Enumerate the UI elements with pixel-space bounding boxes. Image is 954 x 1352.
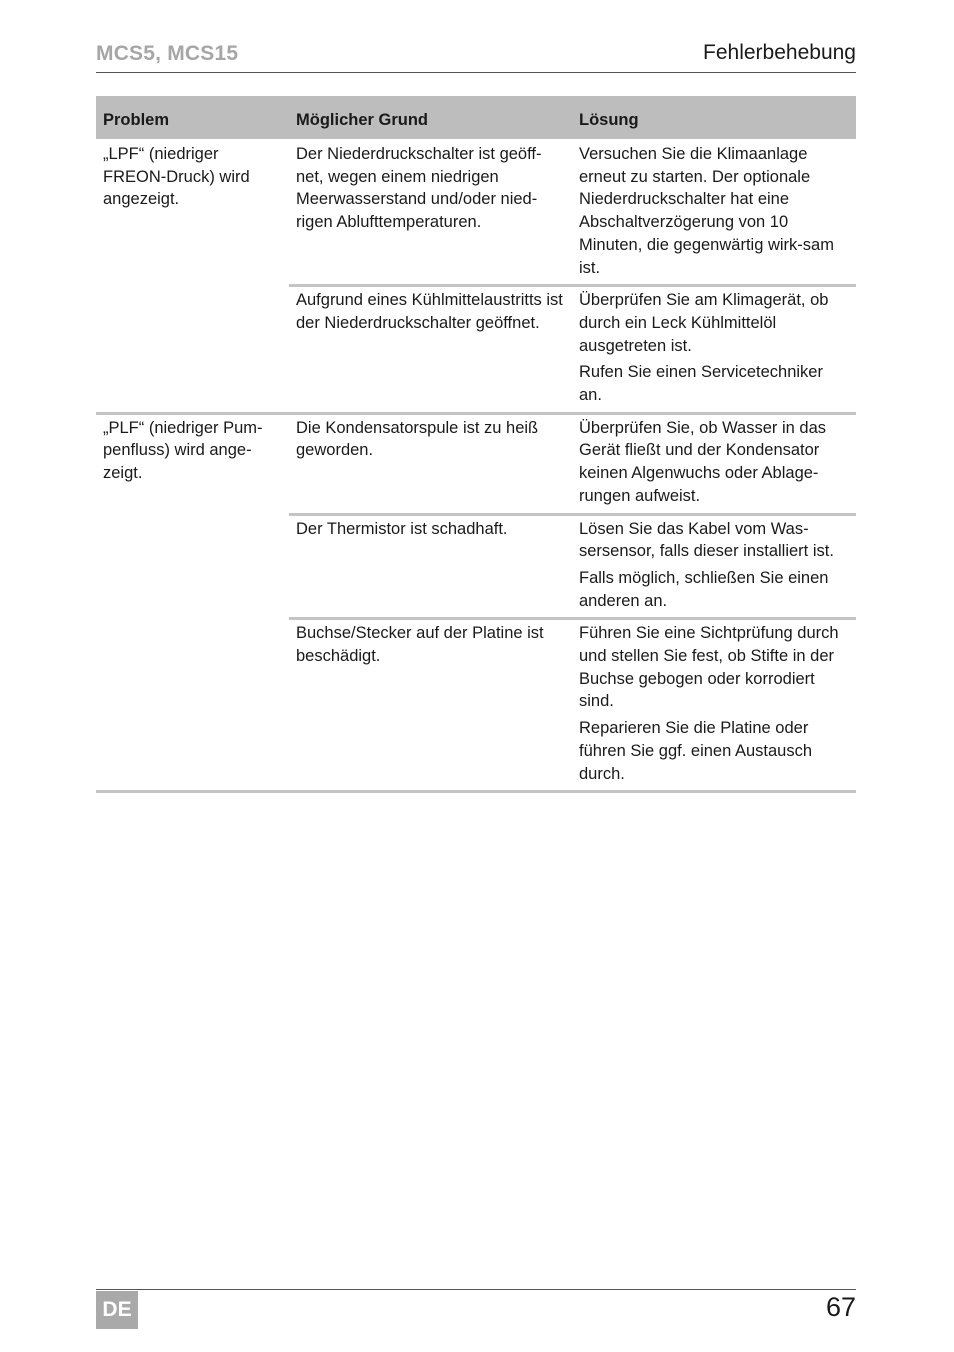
solution-cell <box>572 514 856 619</box>
solution-text: Überprüfen Sie, ob Wasser in das Gerät fließt und der Kondensator keinen Algenwuchs oder Ablage-rungen aufweist. <box>579 418 827 505</box>
table-header-row <box>96 96 856 139</box>
solution-cell <box>572 619 856 792</box>
solution-text: Überprüfen Sie am Klimagerät, ob durch ein Leck Kühlmittelöl ausgetreten ist. <box>579 291 829 355</box>
table-row <box>96 139 856 286</box>
column-header-solution: Lösung <box>572 96 856 139</box>
page-number: 67 <box>825 1292 856 1322</box>
page-header <box>96 40 856 73</box>
solution-text: Falls möglich, schließen Sie einen anderen an. <box>579 568 829 610</box>
footer-rule <box>96 1289 856 1290</box>
solution-cell <box>572 139 856 286</box>
solution-text: Führen Sie eine Sichtprüfung durch und stellen Sie fest, ob Stifte in der Buchse gebogen oder korrodiert sind. <box>579 624 839 711</box>
solution-text: Rufen Sie einen Servicetechniker an. <box>579 363 823 405</box>
solution-text: Reparieren Sie die Platine oder führen Sie ggf. einen Austausch durch. <box>579 719 812 783</box>
solution-cell <box>572 286 856 414</box>
section-title: Fehlerbehebung <box>703 41 856 64</box>
language-badge: DE <box>96 1291 138 1329</box>
cause-cell: Der Niederdruckschalter ist geöff-net, wegen einem niedrigen Meerwasserstand und/oder nied-rigen Ablufttemperaturen. <box>296 145 542 232</box>
cause-cell: Buchse/Stecker auf der Platine ist beschädigt. <box>289 619 572 792</box>
model-name: MCS5, MCS15 <box>96 42 239 65</box>
solution-text: Versuchen Sie die Klimaanlage erneut zu starten. Der optionale Niederdruckschalter hat eine Abschaltverzögerung von 10 Minuten, die gegenwärtig wirk-sam ist. <box>579 145 834 277</box>
table-row <box>96 413 856 514</box>
problem-cell: „PLF“ (niedriger Pum-penfluss) wird ange-zeigt. <box>96 413 289 792</box>
column-header-cause: Möglicher Grund <box>289 96 572 139</box>
solution-text: Lösen Sie das Kabel vom Was-sersensor, falls dieser installiert ist. <box>579 519 834 561</box>
problem-cell: „LPF“ (niedriger FREON-Druck) wird angezeigt. <box>103 145 250 209</box>
cause-cell: Aufgrund eines Kühlmittelaustritts ist der Niederdruckschalter geöffnet. <box>289 286 572 414</box>
troubleshooting-table <box>96 96 856 793</box>
cause-cell: Der Thermistor ist schadhaft. <box>289 514 572 619</box>
solution-cell <box>572 413 856 514</box>
column-header-problem: Problem <box>96 96 289 139</box>
cause-cell: Die Kondensatorspule ist zu heiß geworden. <box>289 413 572 514</box>
